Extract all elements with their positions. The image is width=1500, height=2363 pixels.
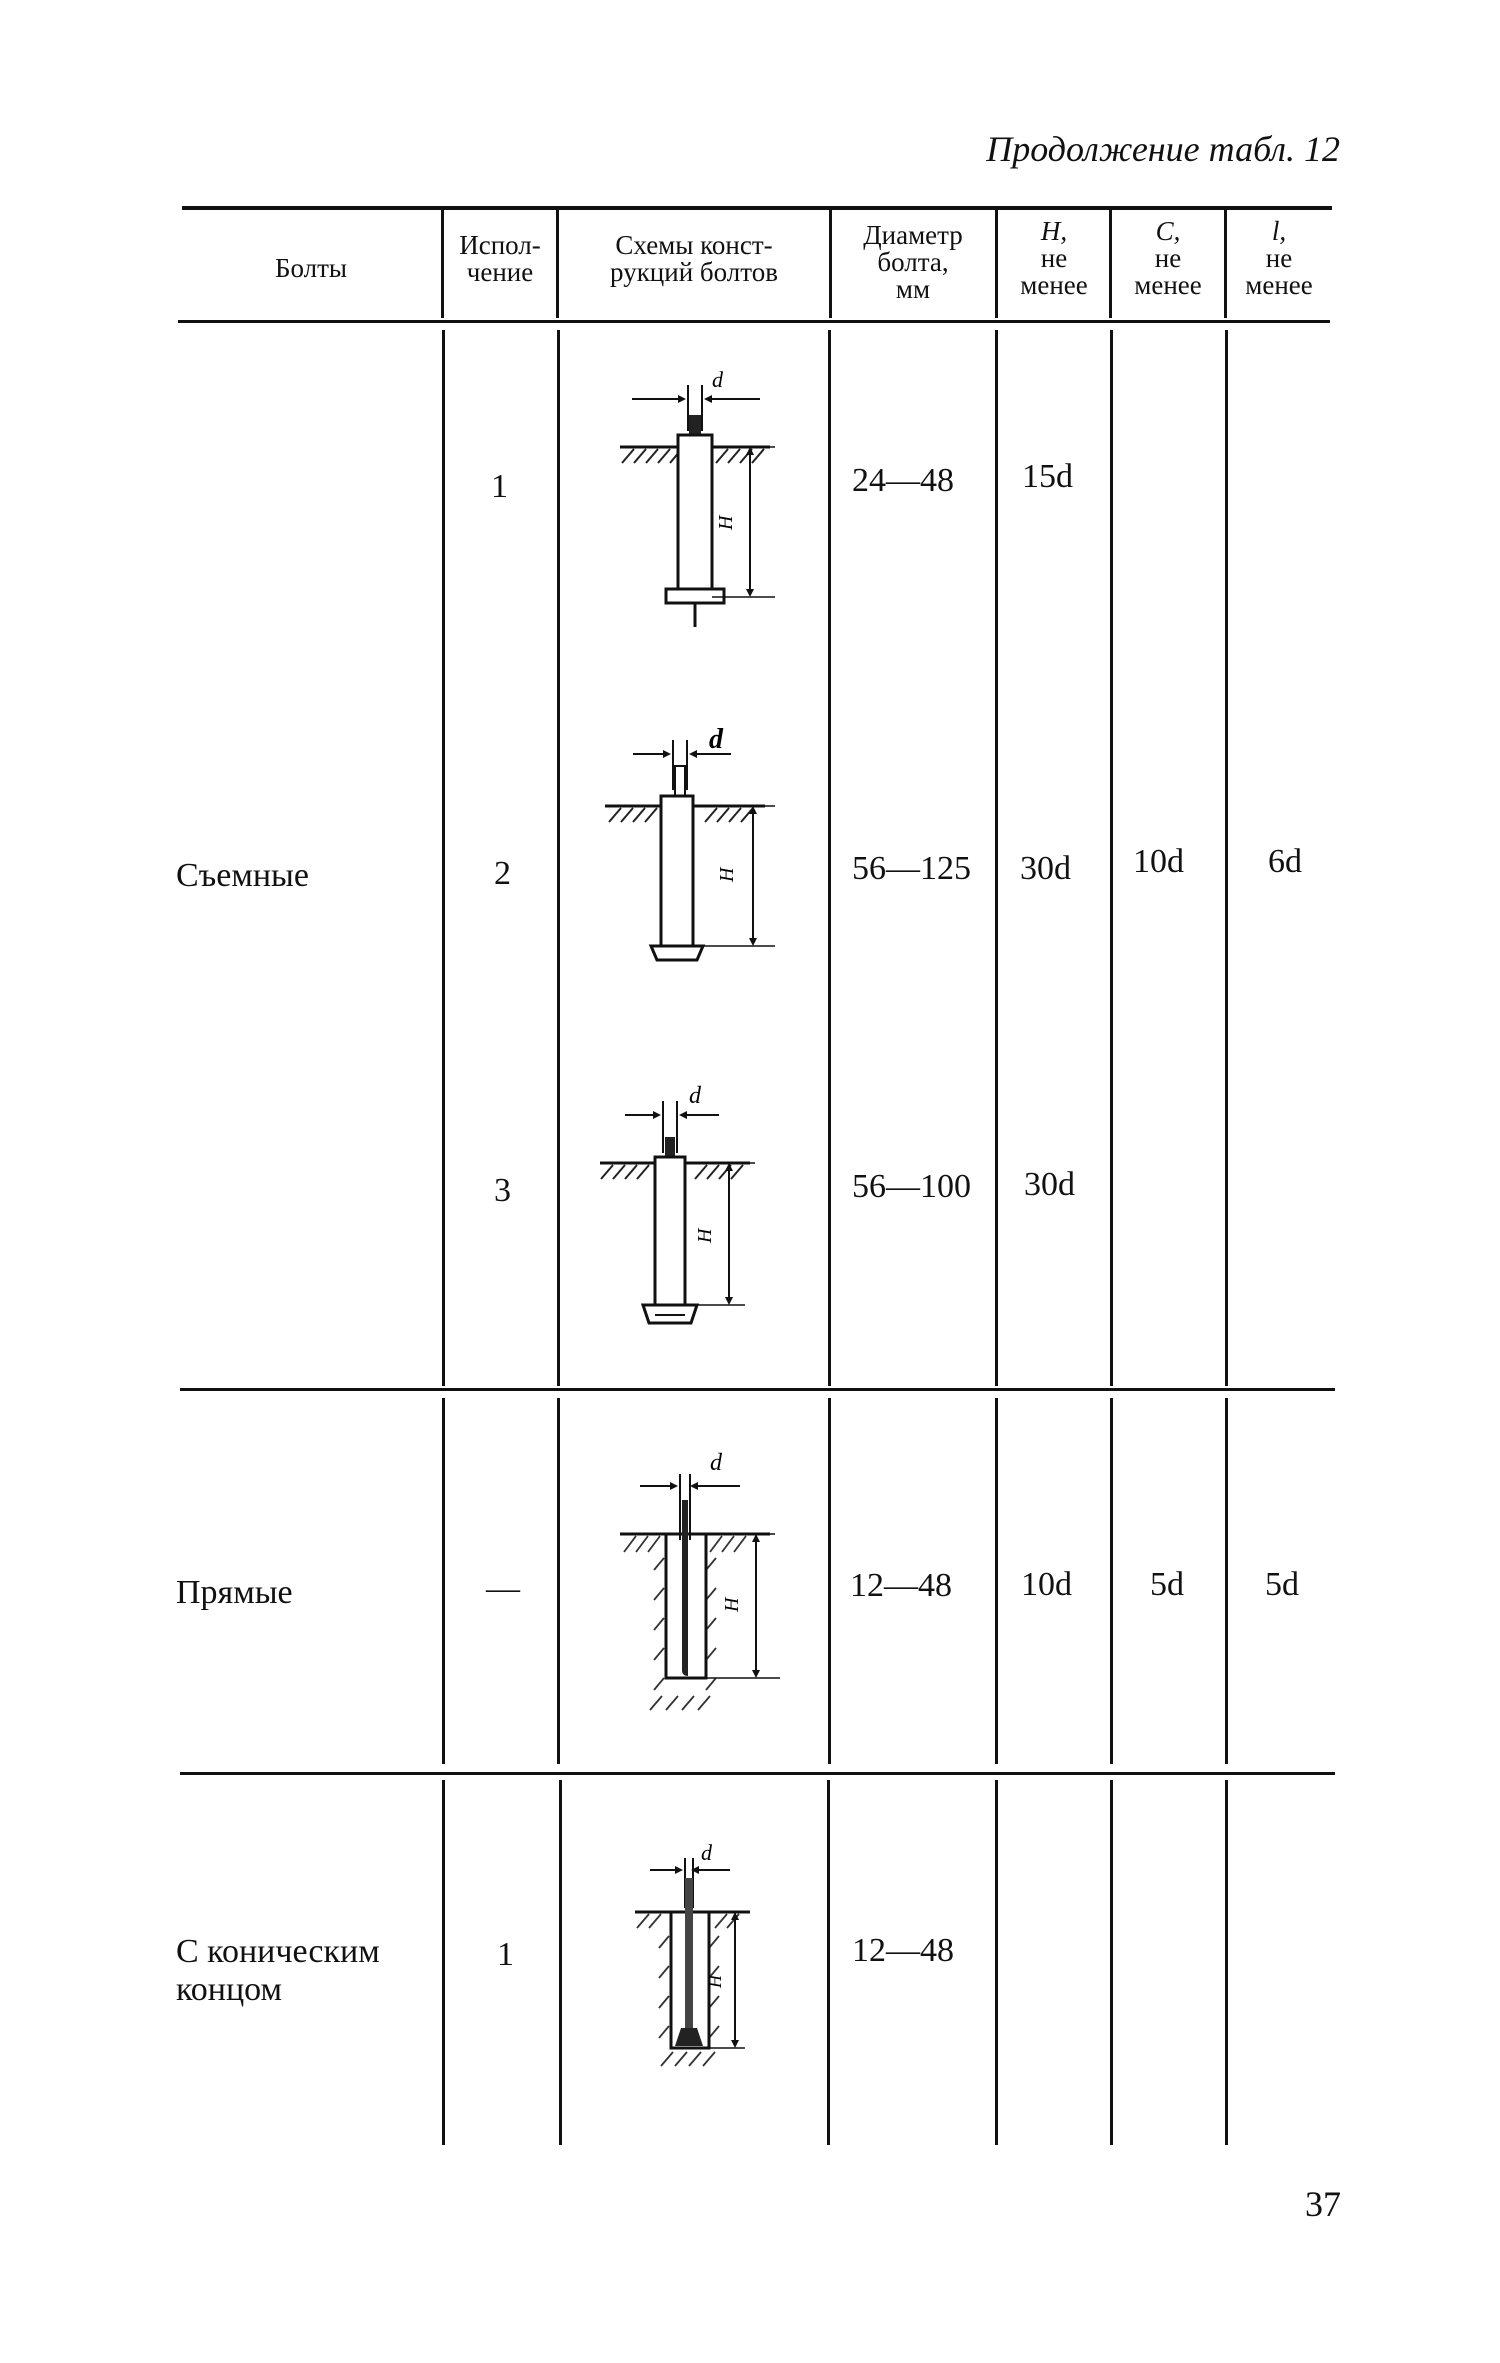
row-diameter: 56—125: [852, 850, 971, 887]
header-c-line: не: [1154, 243, 1182, 273]
header-diameter-line: мм: [895, 274, 931, 304]
section-rule-1: [180, 1388, 1335, 1391]
col-divider: [1225, 1398, 1228, 1764]
col-divider: [995, 330, 998, 1386]
col-divider: [559, 1780, 562, 2145]
col-divider: [995, 1398, 998, 1764]
header-variant-line: чение: [466, 257, 534, 287]
row-group: Съемные: [176, 857, 309, 894]
col-divider: [442, 1398, 445, 1764]
header-schemes-line: Схемы конст-: [615, 230, 773, 260]
row-group-line: концом: [176, 1971, 283, 2008]
col-divider: [1110, 330, 1113, 1386]
header-variant-line: Испол-: [459, 230, 541, 260]
col-divider: [442, 330, 445, 1386]
bolt-diagram-removable-2: [605, 710, 795, 980]
dimension-H-label: H: [721, 1597, 743, 1612]
col-divider: [1225, 1780, 1228, 2145]
row-h: 30d: [1020, 850, 1071, 887]
header-h-line: менее: [1020, 270, 1088, 300]
col-divider: [1110, 1398, 1113, 1764]
header-bolts-text: Болты: [274, 253, 348, 283]
dimension-d-label: d: [709, 724, 723, 755]
header-l-line: не: [1265, 243, 1293, 273]
header-bolts: [182, 255, 440, 282]
col-divider: [828, 330, 831, 1386]
header-schemes: [560, 232, 828, 286]
row-l: 5d: [1265, 1566, 1299, 1603]
header-diameter-line: болта,: [877, 247, 949, 277]
page-number: 37: [1305, 2184, 1341, 2224]
dimension-d-label: d: [710, 1450, 722, 1476]
dimension-d-label: d: [712, 367, 723, 392]
table-caption: Продолжение табл. 12: [986, 129, 1340, 169]
dimension-H-label: H: [694, 1228, 716, 1243]
header-col-divider: [556, 210, 559, 318]
col-divider: [557, 1398, 560, 1764]
dimension-H-label: H: [716, 867, 738, 882]
row-c: 5d: [1150, 1566, 1184, 1603]
header-h-line: H,: [1040, 216, 1068, 246]
row-group: Прямые: [176, 1574, 293, 1611]
header-l: [1226, 218, 1332, 299]
row-variant: 1: [491, 468, 508, 505]
col-divider: [828, 1398, 831, 1764]
dimension-H-label: H: [705, 1975, 725, 1988]
header-c-line: менее: [1134, 270, 1202, 300]
bolt-diagram-removable-3: [595, 1075, 785, 1345]
col-divider: [1225, 330, 1228, 1386]
header-h-line: не: [1040, 243, 1068, 273]
row-diameter: 12—48: [850, 1567, 952, 1604]
header-h: [998, 218, 1110, 299]
row-c: 10d: [1133, 843, 1184, 880]
row-variant: 2: [494, 855, 511, 892]
row-group: [176, 1933, 380, 2009]
header-diameter: [832, 222, 994, 303]
table-top-rule: [182, 206, 1332, 210]
header-diameter-line: Диаметр: [863, 220, 963, 250]
header-schemes-line: рукций болтов: [610, 257, 778, 287]
header-c-line: C,: [1155, 216, 1181, 246]
header-c: [1112, 218, 1224, 299]
row-diameter: 12—48: [852, 1932, 954, 1969]
col-divider: [995, 1780, 998, 2145]
section-rule-2: [180, 1772, 1335, 1775]
row-variant: 3: [494, 1172, 511, 1209]
row-h: 15d: [1022, 458, 1073, 495]
col-divider: [442, 1780, 445, 2145]
row-diameter: 24—48: [852, 462, 954, 499]
dimension-d-label: d: [689, 1083, 701, 1109]
row-h: 30d: [1024, 1166, 1075, 1203]
header-variant: [444, 232, 556, 286]
bolt-diagram-conical: [625, 1838, 775, 2078]
header-l-line: l,: [1271, 216, 1287, 246]
col-divider: [827, 1780, 830, 2145]
row-l: 6d: [1268, 843, 1302, 880]
row-h: 10d: [1021, 1566, 1072, 1603]
row-diameter: 56—100: [852, 1168, 971, 1205]
bolt-diagram-straight: [610, 1440, 800, 1720]
col-divider: [557, 330, 560, 1386]
bolt-diagram-removable-1: [620, 365, 800, 635]
row-group-line: С коническим: [176, 1933, 380, 1970]
row-variant: 1: [497, 1936, 514, 1973]
header-bottom-rule: [178, 320, 1330, 323]
dimension-d-label: d: [701, 1840, 712, 1865]
row-variant: —: [486, 1570, 520, 1607]
header-l-line: менее: [1245, 270, 1313, 300]
dimension-H-label: H: [715, 515, 737, 530]
col-divider: [1110, 1780, 1113, 2145]
